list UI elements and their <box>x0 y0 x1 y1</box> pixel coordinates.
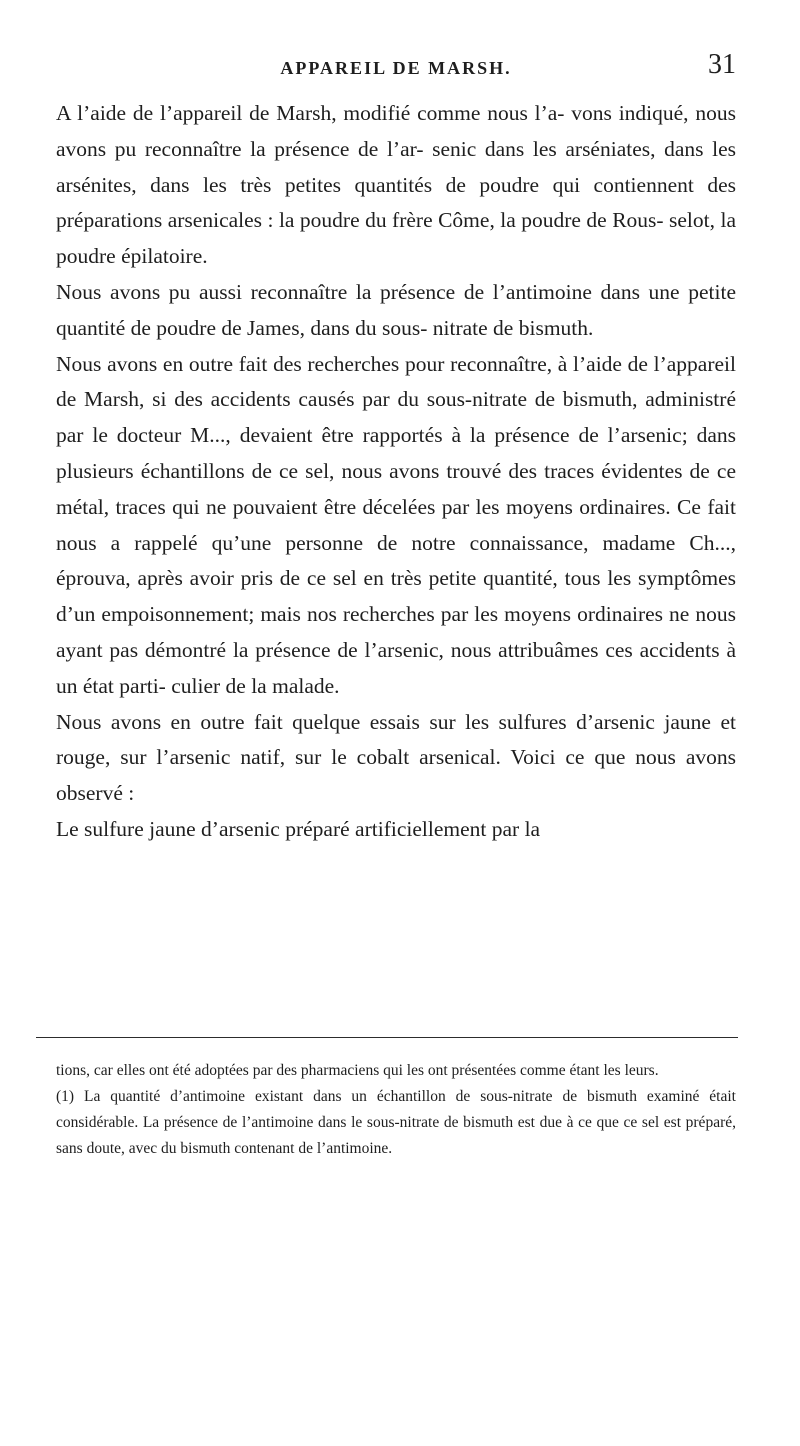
running-head <box>56 50 736 94</box>
running-title: APPAREIL DE MARSH. <box>280 58 512 78</box>
footnote: (1) La quantité d’antimoine existant dans un échantillon de sous-nitrate de bismuth examiné était considérable. La présence de l’antimoine dans le sous-nitrate de bismuth est due à ce que ce sel est préparé, sans doute, avec du bismuth contenant de l’antimoine. <box>56 1088 736 1157</box>
footnote-divider <box>36 1037 738 1038</box>
footnotes <box>56 1058 736 1162</box>
paragraph: Nous avons en outre fait quelque essais sur les sulfures d’arsenic jaune et rouge, sur l’arsenic natif, sur le cobalt arsenical. Voici ce que nous avons observé : <box>56 709 736 806</box>
page-number: 31 <box>708 49 736 80</box>
paragraph: Le sulfure jaune d’arsenic préparé artificiellement par la <box>56 816 541 841</box>
paragraph: A l’aide de l’appareil de Marsh, modifié comme nous l’a- vons indiqué, nous avons pu reconnaître la présence de l’ar- senic dans les arséniates, dans les arsénites, dans les très petites quantités de poudre qui contiennent des préparations arsenicales : la poudre du frère Côme, la poudre de Rous- selot, la poudre épilatoire. <box>56 101 736 269</box>
main-text <box>56 96 736 848</box>
paragraph: Nous avons en outre fait des recherches pour reconnaître, à l’aide de l’appareil de Marsh, si des accidents causés par du sous-nitrate de bismuth, administré par le docteur M..., devaient être rapportés à la présence de l’arsenic; dans plusieurs échantillons de ce sel, nous avons trouvé des traces évidentes de ce métal, traces qui ne pouvaient être décelées par les moyens ordinaires. Ce fait nous a rappelé qu’une personne de notre connaissance, madame Ch..., éprouva, après avoir pris de ce sel en très petite quantité, tous les symptômes d’un empoisonnement; mais nos recherches par les moyens ordinaires ne nous ayant pas démontré la présence de l’arsenic, nous attribuâmes ces accidents à un état parti- culier de la malade. <box>56 351 736 698</box>
paragraph: Nous avons pu aussi reconnaître la présence de l’antimoine dans une petite quantité de poudre de James, dans du sous- nitrate de bismuth. <box>56 279 736 340</box>
footnote-continuation: tions, car elles ont été adoptées par des pharmaciens qui les ont présentées comme étant les leurs. <box>56 1062 659 1079</box>
